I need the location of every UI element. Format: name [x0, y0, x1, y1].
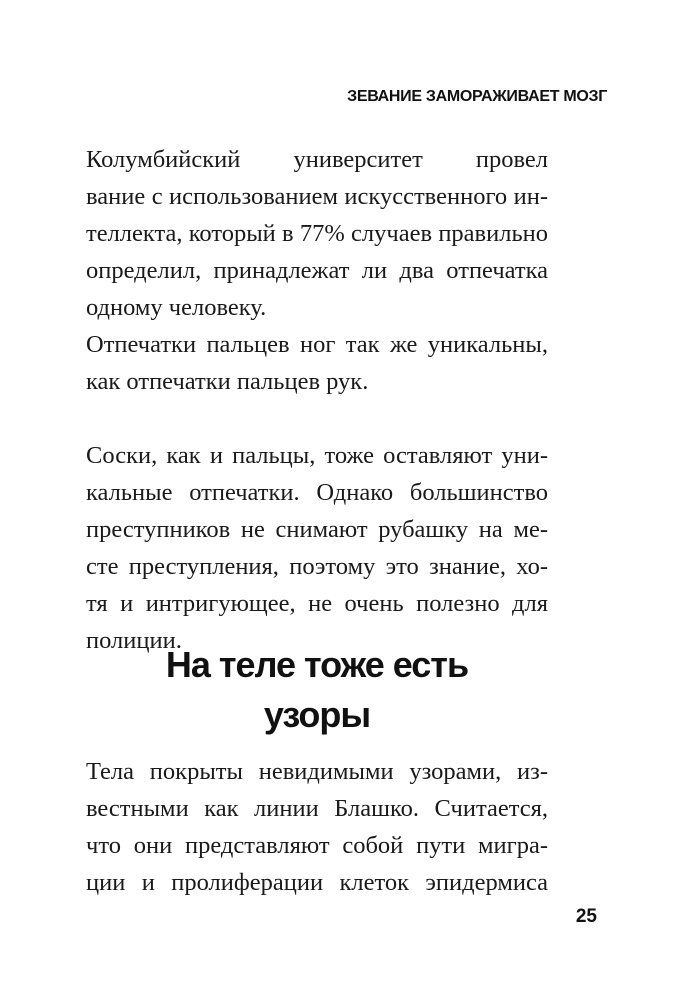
text-line: что они представляют собой пути мигра- [86, 832, 548, 859]
text-line: кальные отпечатки. Однако большинство [86, 479, 548, 506]
text-line: полиции. [86, 627, 182, 654]
text-line: Колумбийский университет провел [86, 146, 548, 173]
text-line: преступников не снимают рубашку на ме- [86, 516, 548, 543]
text-line: как отпечатки пальцев рук. [86, 368, 369, 395]
section-heading [86, 640, 548, 740]
paragraph-1 [86, 141, 548, 326]
text-line: вание с использованием искусственного ин- [86, 183, 548, 210]
text-line: тя и интригующее, не очень полезно для [86, 590, 548, 617]
text-line: Соски, как и пальцы, тоже оставляют уни- [86, 442, 548, 469]
text-line: определил, принадлежат ли два отпечатка [86, 257, 548, 284]
text-line: теллекта, который в 77% случаев правильно [86, 220, 548, 247]
running-head: ЗЕВАНИЕ ЗАМОРАЖИВАЕТ МОЗГ [347, 88, 607, 105]
text-line: ции и пролиферации клеток эпидермиса [86, 869, 548, 896]
heading-line: узоры [263, 694, 371, 735]
text-line: одному человеку. [86, 294, 267, 321]
page-number: 25 [575, 906, 597, 927]
text-line: Отпечатки пальцев ног так же уникальны, [86, 331, 548, 358]
text-line: Тела покрыты невидимыми узорами, из- [86, 758, 548, 785]
text-line: вестными как линии Блашко. Считается, [86, 795, 548, 822]
heading-line: На теле тоже есть [165, 644, 469, 685]
paragraph-4 [86, 753, 548, 901]
paragraph-2 [86, 326, 548, 400]
paragraph-3 [86, 437, 548, 659]
text-line: сте преступления, поэтому это знание, хо- [86, 553, 548, 580]
